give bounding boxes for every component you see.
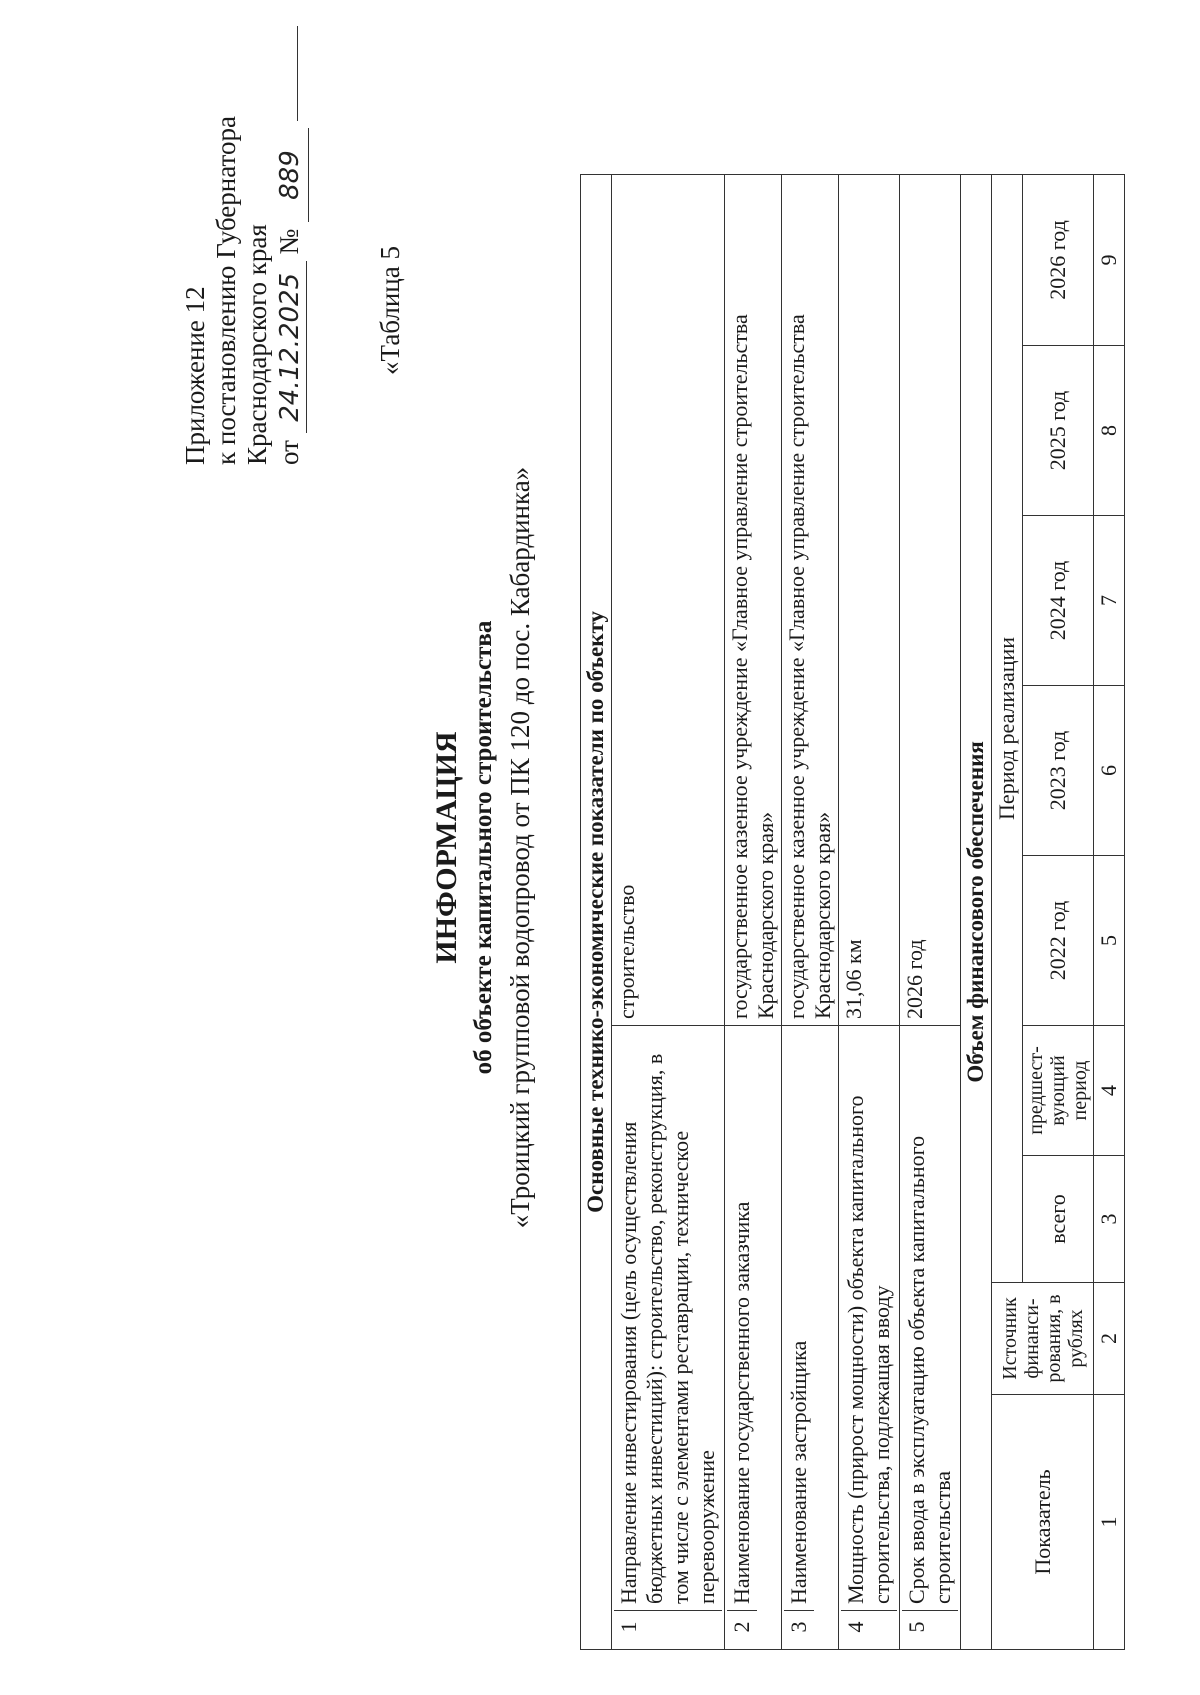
annex-line-3: Краснодарского края <box>242 224 272 465</box>
indicator-label-cell <box>725 1026 782 1650</box>
indicator-label-cell <box>612 1026 725 1650</box>
annex-line-1: Приложение 12 <box>180 286 210 465</box>
object-name: «Троицкий групповой водопровод от ПК 120 до пос. Кабардинка» <box>505 466 535 1229</box>
annex-signature-rule <box>275 26 298 121</box>
indicator-num: 1 <box>614 1611 722 1644</box>
indicator-value: государственное казенное учреждение «Главное управление строительства Краснодарского края» <box>782 174 839 1025</box>
col-number: 8 <box>1094 346 1125 516</box>
col-number: 9 <box>1094 174 1125 345</box>
indicator-row <box>900 174 961 1649</box>
indicator-label: Направление инвестирования (цель осуществления бюджетных инвестиций): строительство, реконструкция, в том числе с элементами реставрации, техническое перевооружение <box>616 1053 719 1604</box>
annex-handwritten-number: 889 <box>273 128 309 222</box>
indicator-label-cell <box>900 1026 961 1650</box>
indicator-row <box>782 174 839 1649</box>
period-header: Период реализации <box>992 174 1023 1282</box>
col-indicator-header: Показатель <box>992 1395 1094 1650</box>
indicator-num: 3 <box>784 1611 814 1644</box>
col-number: 3 <box>1094 1156 1125 1283</box>
indicator-label-cell <box>782 1026 839 1650</box>
indicator-num: 4 <box>841 1611 897 1644</box>
section2-title: Объем финансового обеспечения <box>961 174 992 1649</box>
annex-from-prefix: от <box>274 440 304 465</box>
finance-header-row-1 <box>992 174 1023 1649</box>
col-prev-period-header: предшест-вующий период <box>1023 1026 1094 1156</box>
col-number: 2 <box>1094 1283 1125 1395</box>
col-total-header: всего <box>1023 1156 1094 1283</box>
indicator-label: Наименование застройщика <box>786 1340 811 1604</box>
indicator-value: 31,06 км <box>839 174 900 1025</box>
indicator-value: 2026 год <box>900 174 961 1025</box>
info-table <box>580 174 1125 1650</box>
annex-number-prefix: № <box>274 228 304 255</box>
indicator-label: Мощность (прирост мощности) объекта капитального строительства, подлежащая вводу <box>843 1095 894 1604</box>
annex-block <box>180 26 309 465</box>
annex-handwritten-date: 24.12.2025 <box>275 261 307 433</box>
column-number-row <box>1094 174 1125 1649</box>
indicator-num: 2 <box>727 1611 757 1644</box>
col-number: 4 <box>1094 1026 1125 1156</box>
col-year-header: 2023 год <box>1023 686 1094 856</box>
col-number: 6 <box>1094 686 1125 856</box>
col-year-header: 2025 год <box>1023 346 1094 516</box>
indicator-row <box>612 174 725 1649</box>
document-subtitle: об объекте капитального строительства <box>470 620 497 1075</box>
section1-title: Основные технико-экономические показатели по объекту <box>581 174 612 1649</box>
indicator-value: государственное казенное учреждение «Главное управление строительства Краснодарского края» <box>725 174 782 1025</box>
indicator-row <box>839 174 900 1649</box>
indicator-value: строительство <box>612 174 725 1025</box>
indicator-num: 5 <box>902 1611 958 1644</box>
col-source-header: Источник финанси-рования, в рублях <box>992 1283 1094 1395</box>
col-number: 7 <box>1094 516 1125 686</box>
indicator-label-cell <box>839 1026 900 1650</box>
annex-line-2: к постановлению Губернатора <box>211 116 241 465</box>
section1-header-row <box>581 174 612 1649</box>
indicator-label: Срок ввода в эксплуатацию объекта капитального строительства <box>904 1135 955 1604</box>
col-year-header: 2022 год <box>1023 856 1094 1026</box>
section2-header-row <box>961 174 992 1649</box>
table-label: «Таблица 5 <box>375 246 405 375</box>
document-title: ИНФОРМАЦИЯ <box>430 731 463 964</box>
col-year-header: 2024 год <box>1023 516 1094 686</box>
indicator-label: Наименование государственного заказчика <box>729 1201 754 1604</box>
annex-date-line <box>273 26 309 465</box>
col-year-header: 2026 год <box>1023 174 1094 345</box>
col-number: 5 <box>1094 856 1125 1026</box>
indicator-row <box>725 174 782 1649</box>
col-number: 1 <box>1094 1395 1125 1650</box>
